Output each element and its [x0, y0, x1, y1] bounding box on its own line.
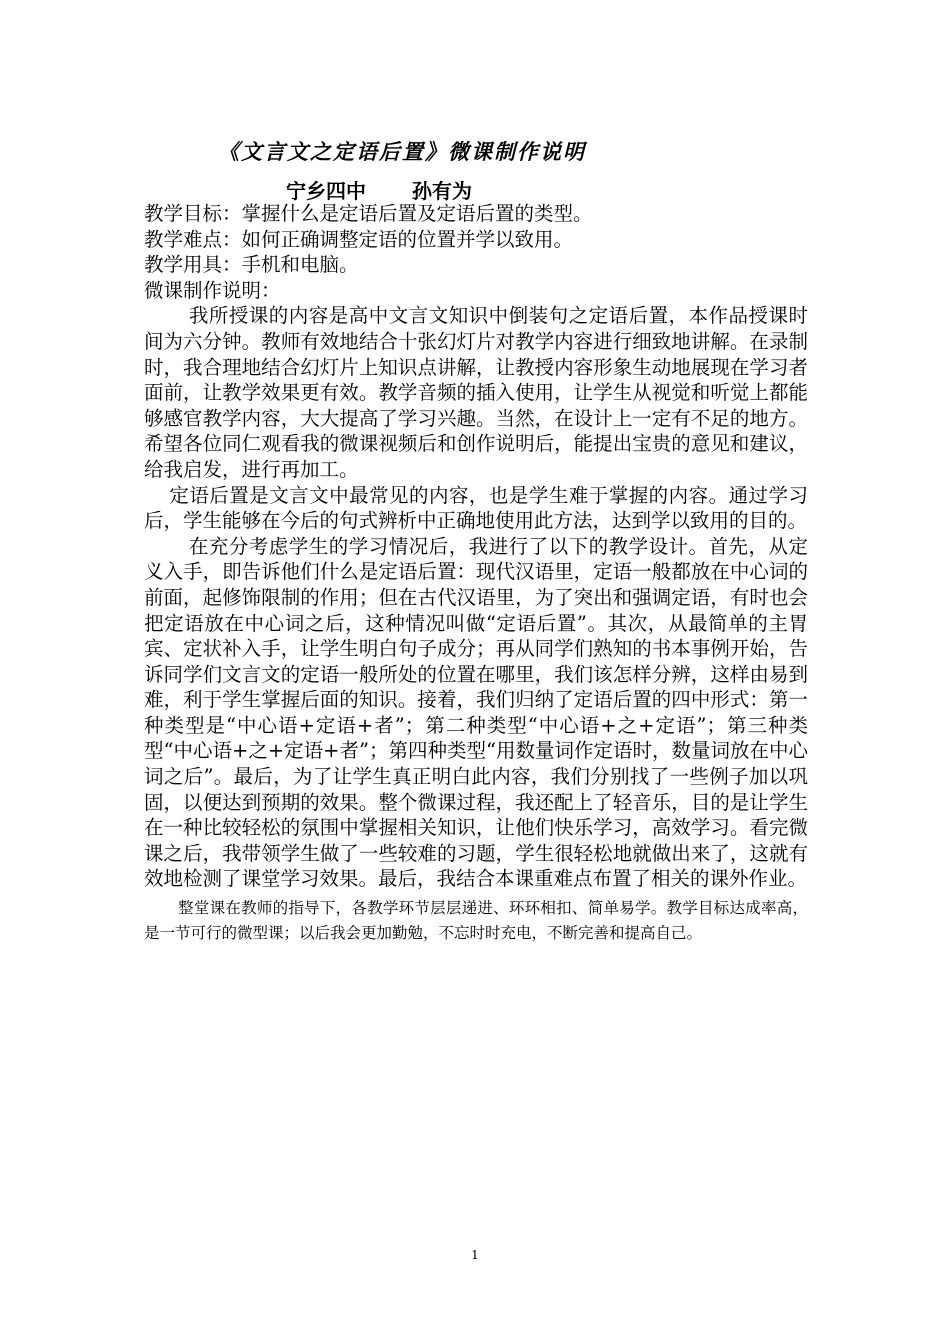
production-notes-heading: 微课制作说明： [144, 278, 281, 302]
author-line [286, 175, 472, 204]
paragraph: 整堂课在教师的指导下，各教学环节层层递进、环环相扣、简单易学。教学目标达成率高，是一节可行的微型课；以后我会更加勤勉，不忘时时充电，不断完善和提高自己。 [144, 899, 808, 942]
teaching-goal-line: 教学目标：掌握什么是定语后置及定语后置的类型。 [144, 202, 593, 225]
paragraph: 定语后置是文言文中最常见的内容，也是学生难于掌握的内容。通过学习后，学生能够在今后的句式辨析中正确地使用此方法，达到学以致用的目的。 [144, 483, 808, 533]
author-school: 宁乡四中 [286, 179, 366, 203]
paragraph: 在充分考虑学生的学习情况后，我进行了以下的教学设计。首先，从定义入手，即告诉他们什么是定语后置：现代汉语里，定语一般都放在中心词的前面，起修饰限制的作用；但在古代汉语里，为了突出和强调定语，有时也会把定语放在中心词之后，这种情况叫做“定语后置”。其次，从最简单的主胃宾、定状补入手，让学生明白句子成分；再从同学们熟知的书本事例开始，告诉同学们文言文的定语一般所处的位置在哪里，我们该怎样分辨，这样由易到难，利于学生掌握后面的知识。接着，我们归纳了定语后置的四中形式：第一种类型是“中心语+定语+者”；第二种类型“中心语+之+定语”；第三种类型“中心语+之+定语+者”；第四种类型“用数量词作定语时，数量词放在中心词之后”。最后，为了让学生真正明白此内容，我们分别找了一些例子加以巩固，以便达到预期的效果。整个微课过程，我还配上了轻音乐，目的是让学生在一种比较轻松的氛围中掌握相关知识，让他们快乐学习，高效学习。看完微课之后，我带领学生做了一些较难的习题，学生很轻松地就做出来了，这就有效地检测了课堂学习效果。最后，我结合本课重难点布置了相关的课外作业。 [144, 534, 808, 891]
document-title: 《文言文之定语后置》微课制作说明 [218, 139, 586, 164]
author-name: 孙有为 [412, 179, 472, 203]
teaching-tools-line: 教学用具：手机和电脑。 [144, 253, 359, 277]
teaching-difficulty-line: 教学难点：如何正确调整定语的位置并学以致用。 [144, 227, 574, 251]
document-body [144, 201, 808, 945]
paragraph: 我所授课的内容是高中文言文知识中倒装句之定语后置，本作品授课时间为六分钟。教师有效地结合十张幻灯片对教学内容进行细致地讲解。在录制时，我合理地结合幻灯片上知识点讲解，让教授内容形象生动地展现在学习者面前，让教学效果更有效。教学音频的插入使用，让学生从视觉和听觉上都能够感官教学内容，大大提高了学习兴趣。当然，在设计上一定有不足的地方。希望各位同仁观看我的微课视频后和创作说明后，能提出宝贵的意见和建议，给我启发，进行再加工。 [144, 304, 808, 481]
page-number: 1 [471, 1248, 479, 1262]
